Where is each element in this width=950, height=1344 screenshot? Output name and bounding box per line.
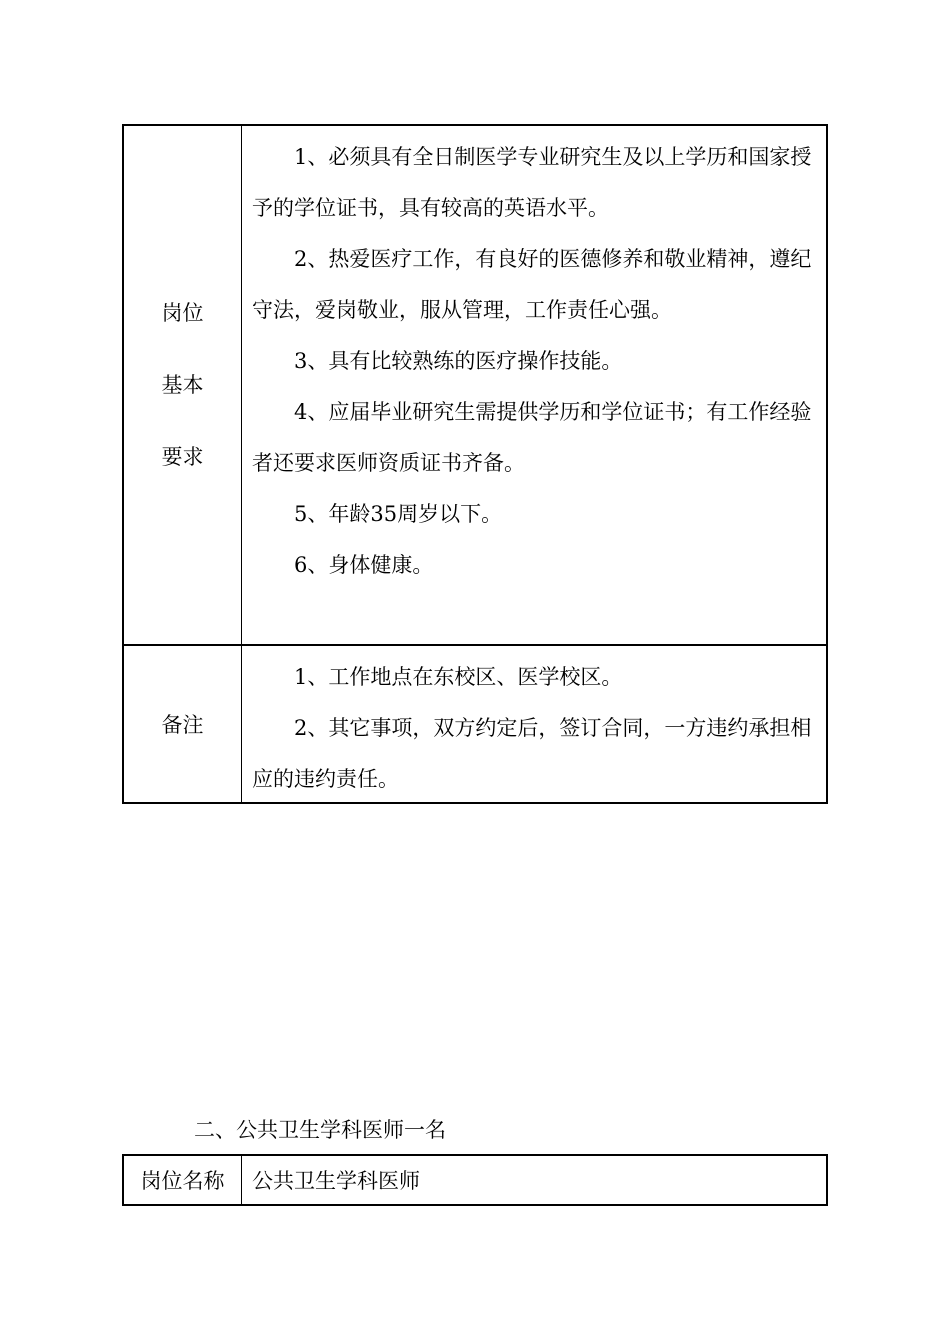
remarks-label: 备注 [161,713,204,737]
position-value: 公共卫生学科医师 [252,1169,420,1193]
position-value-cell [242,1156,826,1204]
section-heading: 二、公共卫生学科医师一名 [194,1118,446,1142]
position-table [122,1154,828,1206]
requirement-item: 5、年龄35周岁以下。 [294,502,503,526]
requirement-item: 6、身体健康。 [294,553,434,577]
remarks-content-cell [242,646,826,802]
remarks-table [122,644,828,804]
requirements-label-cell [124,126,242,644]
remark-item: 2、其它事项，双方约定后，签订合同，一方违约承担相应的违约责任。 [252,716,812,791]
requirement-item: 1、必须具有全日制医学专业研究生及以上学历和国家授予的学位证书，具有较高的英语水平。 [252,145,812,220]
remarks-label-cell [124,646,242,802]
requirement-item: 2、热爱医疗工作，有良好的医德修养和敬业精神，遵纪守法，爱岗敬业，服从管理，工作责任心强。 [252,247,812,322]
requirements-label-line: 要求 [161,445,204,469]
position-label: 岗位名称 [140,1169,225,1193]
requirements-content-cell [242,126,826,644]
remark-item: 1、工作地点在东校区、医学校区。 [294,665,623,689]
requirements-table [122,124,828,646]
requirements-label-line: 岗位 [161,301,204,325]
requirement-item: 3、具有比较熟练的医疗操作技能。 [294,349,623,373]
requirements-label-line: 基本 [161,373,204,397]
position-label-cell [124,1156,242,1204]
requirement-item: 4、应届毕业研究生需提供学历和学位证书；有工作经验者还要求医师资质证书齐备。 [252,400,812,475]
